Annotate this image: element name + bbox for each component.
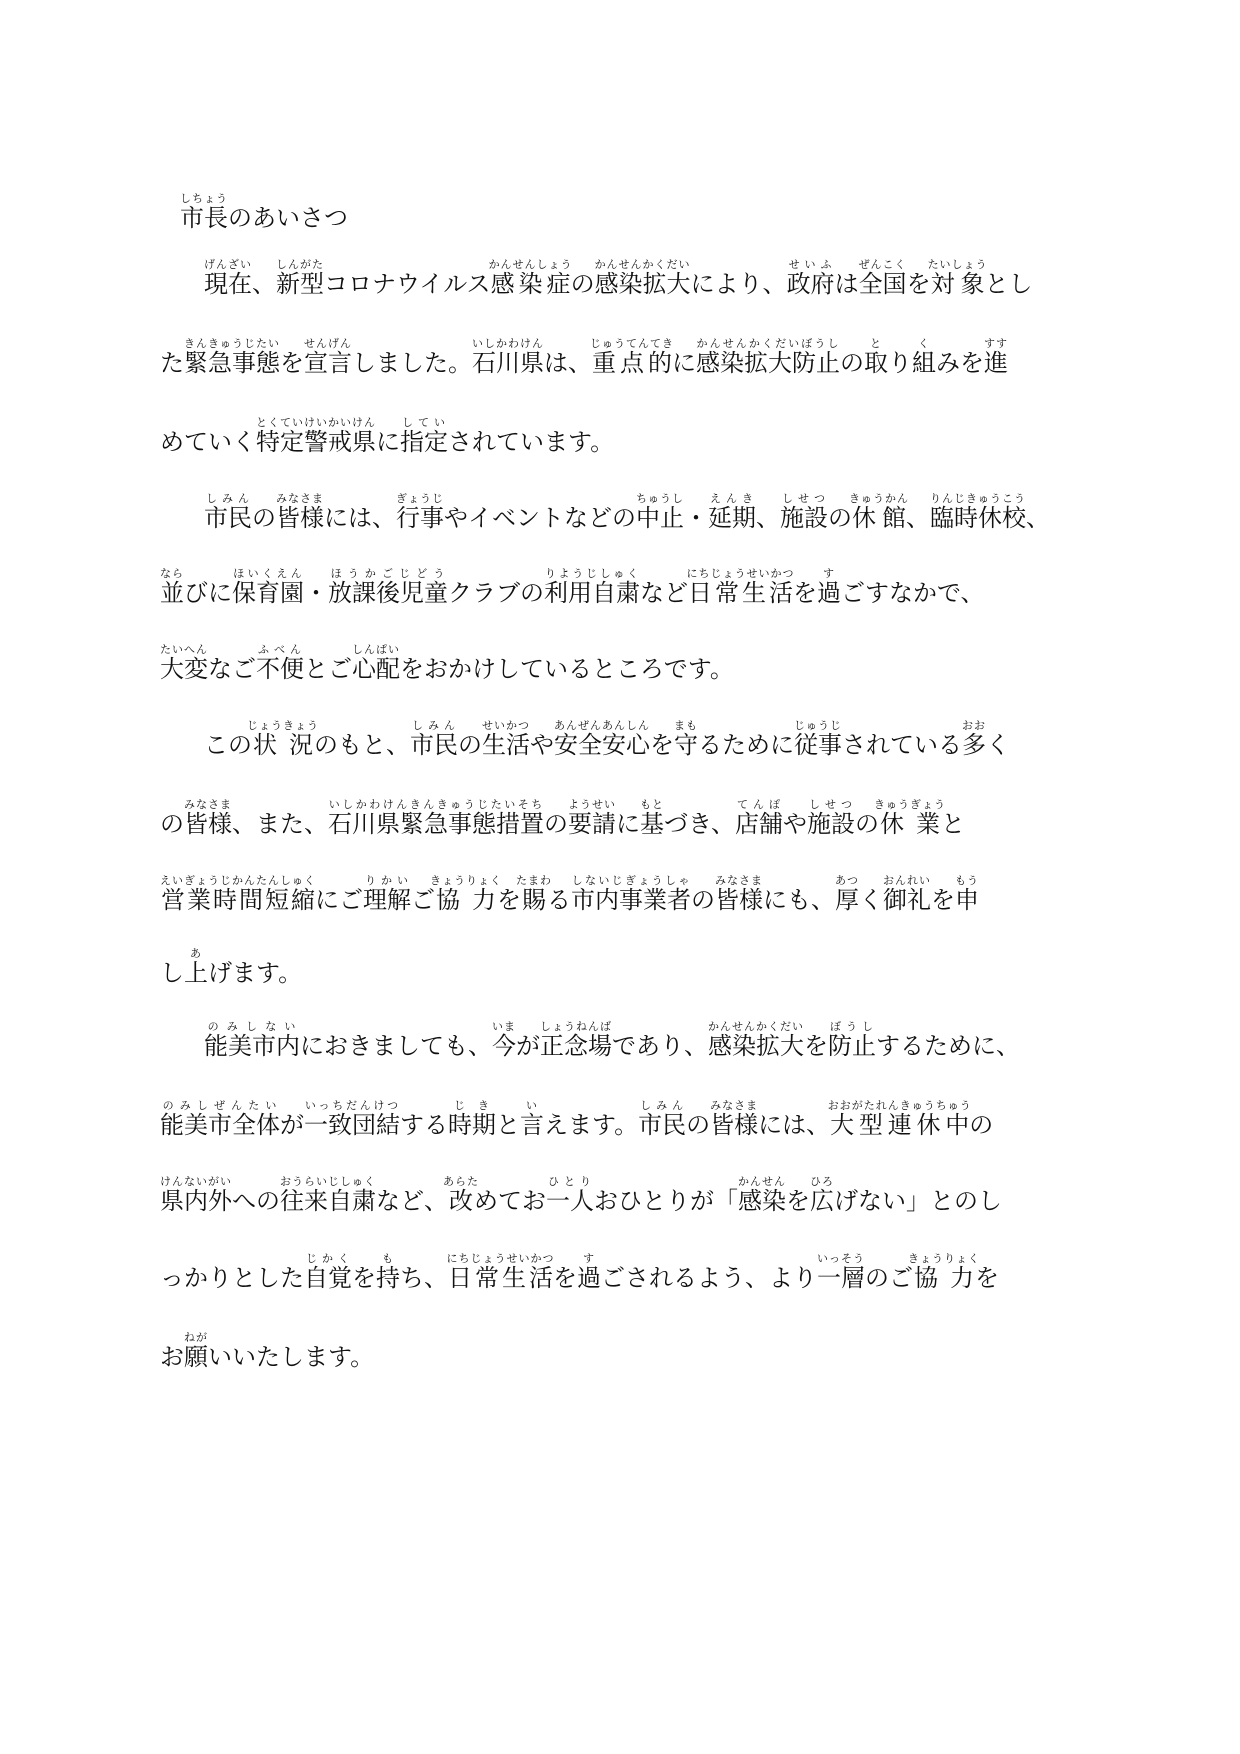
text-run: により、 (690, 270, 787, 298)
furigana-reading: みなさま (184, 798, 232, 811)
furigana-reading: と (864, 337, 888, 350)
furigana-reading: きょうりょく (430, 874, 502, 887)
furigana-reading: たいしょう (927, 258, 988, 271)
ruby-word: 不便ふべん (256, 643, 304, 683)
furigana-reading: きょうりょく (908, 1252, 980, 1265)
ruby-word: 県内外けんないがい (160, 1175, 232, 1215)
paragraph-line (180, 258, 1080, 301)
ruby-word: 言い (520, 1099, 544, 1139)
text-run: を (975, 1264, 999, 1292)
furigana-reading: しんがた (276, 258, 324, 271)
furigana-reading: す (577, 1252, 601, 1265)
text-run: なご (208, 655, 256, 683)
furigana-reading: いっそう (817, 1252, 865, 1265)
ruby-word: 防止ぼうし (828, 1020, 876, 1060)
furigana-reading: おお (962, 719, 986, 732)
ruby-word: 要請ようせい (568, 798, 616, 838)
furigana-reading: けんないがい (160, 1175, 232, 1188)
text-run: とご (304, 655, 352, 683)
ruby-word: 改あらた (443, 1175, 479, 1215)
text-run: を (786, 1187, 810, 1215)
paragraph-line (160, 1099, 1060, 1142)
furigana-reading: しせつ (780, 492, 828, 505)
paragraph-line (160, 337, 1060, 380)
ruby-word: 感染拡大かんせんかくだい (594, 258, 691, 298)
text-run: し (160, 959, 184, 987)
ruby-word: 施設しせつ (807, 798, 856, 838)
furigana-reading: みなさま (715, 874, 763, 887)
ruby-word: 状況じょうきょう (247, 719, 319, 759)
paragraph-line (160, 567, 1060, 610)
ruby-word: 御礼おんれい (883, 874, 931, 914)
ruby-word: 全国ぜんこく (858, 258, 907, 298)
ruby-word: 願ねが (184, 1331, 208, 1371)
text-run: にも、 (763, 886, 835, 914)
ruby-word: 申もう (955, 874, 979, 914)
furigana-reading: きゅうかん (849, 492, 909, 505)
text-run: を (650, 731, 674, 759)
text-run: ち、 (400, 1264, 448, 1292)
text-run: は、 (544, 349, 592, 377)
text-run: の (544, 810, 568, 838)
text-run: と (496, 1111, 520, 1139)
text-run: しました。 (352, 349, 472, 377)
furigana-reading: もう (955, 874, 979, 887)
ruby-word: 感染かんせん (738, 1175, 786, 1215)
text-run: を (931, 886, 955, 914)
ruby-word: 大変たいへん (160, 643, 208, 683)
text-run: の (828, 504, 852, 532)
ruby-word: 店舗てんぽ (735, 798, 784, 838)
ruby-word: 石川県いしかわけん (472, 337, 544, 377)
ruby-word: 利用自粛りようじしゅく (544, 567, 640, 607)
furigana-reading: とくていけいかいけん (256, 416, 376, 429)
furigana-reading: してい (400, 416, 448, 429)
ruby-word: 感染症かんせんしょう (488, 258, 573, 298)
furigana-reading: しょうねんば (540, 1020, 612, 1033)
ruby-word: 一層いっそう (817, 1252, 865, 1292)
furigana-reading: たいへん (160, 643, 208, 656)
furigana-reading: にちじょうせいかつ (686, 567, 795, 580)
text-run: を (906, 270, 931, 298)
furigana-reading: じゅうじ (794, 719, 842, 732)
text-run: 、 (252, 270, 276, 298)
ruby-word: 広ひろ (810, 1175, 834, 1215)
text-run: を (352, 1264, 376, 1292)
furigana-reading: あらた (443, 1175, 479, 1188)
text-run: されている (842, 731, 962, 759)
text-run: や (783, 810, 808, 838)
ruby-word: 厚あつ (835, 874, 859, 914)
furigana-reading: えいぎょうじかんたんしゅく (160, 874, 316, 887)
furigana-reading: りようじしゅく (544, 567, 640, 580)
ruby-word: 皆様みなさま (710, 1099, 759, 1139)
furigana-reading: かんせんかくだいぼうし (696, 337, 840, 350)
furigana-reading: く (912, 337, 936, 350)
furigana-reading: のみしぜんたい (160, 1099, 280, 1112)
furigana-reading: ひとり (546, 1175, 594, 1188)
ruby-word: 一人ひとり (546, 1175, 594, 1215)
ruby-word: 市民しみん (204, 492, 252, 532)
text-run: のご (865, 1264, 913, 1292)
text-run: ご (411, 886, 435, 914)
ruby-word: 市民しみん (638, 1099, 687, 1139)
text-run: の (252, 504, 276, 532)
furigana-reading: かんせんかくだい (708, 1020, 804, 1033)
text-run: く (859, 886, 883, 914)
furigana-reading: いっちだんけつ (304, 1099, 400, 1112)
ruby-word: 市民しみん (410, 719, 458, 759)
text-run: には、 (758, 1111, 831, 1139)
furigana-reading: ひろ (810, 1175, 834, 1188)
text-run: のもと、 (314, 731, 410, 759)
ruby-word: 能美市内のみしない (204, 1020, 300, 1060)
ruby-word: 往来自粛おうらいじしゅく (280, 1175, 376, 1215)
ruby-word: 日常生活にちじょうせいかつ (686, 567, 795, 607)
furigana-reading: にちじょうせいかつ (446, 1252, 555, 1265)
furigana-reading: かんせんしょう (488, 258, 573, 271)
text-run: を (793, 579, 817, 607)
furigana-reading: ようせい (568, 798, 616, 811)
furigana-reading: しないじぎょうしゃ (571, 874, 691, 887)
furigana-reading: もと (640, 798, 664, 811)
text-run: る (547, 886, 571, 914)
furigana-reading: あ (184, 947, 208, 960)
ruby-word: 協力きょうりょく (908, 1252, 980, 1292)
ruby-word: 対象たいしょう (927, 258, 988, 298)
text-run: の (840, 349, 864, 377)
ruby-word: 大型連休中おおがたれんきゅうちゅう (827, 1099, 972, 1139)
ruby-word: 自覚じかく (304, 1252, 352, 1292)
paragraph-line (160, 1175, 1060, 1218)
ruby-word: 休業きゅうぎょう (874, 798, 947, 838)
text-run: など (640, 579, 688, 607)
text-run: るために (698, 731, 794, 759)
ruby-word: 市内事業者しないじぎょうしゃ (571, 874, 691, 914)
furigana-reading: も (376, 1252, 400, 1265)
text-run: の (691, 886, 715, 914)
furigana-reading: すす (983, 337, 1009, 350)
text-run (180, 270, 204, 298)
furigana-reading: きゅうぎょう (874, 798, 947, 811)
ruby-word: 現在げんざい (204, 258, 252, 298)
furigana-reading: きんきゅうじたい (184, 337, 280, 350)
text-run: この (180, 731, 252, 759)
furigana-reading: おんれい (883, 874, 931, 887)
text-run: であり、 (612, 1032, 708, 1060)
ruby-word: 営業時間短縮えいぎょうじかんたんしゅく (160, 874, 316, 914)
text-run: をおかけしているところです。 (400, 655, 734, 683)
ruby-word: 持も (376, 1252, 400, 1292)
text-run: のあいさつ (228, 204, 348, 232)
paragraph-line (160, 416, 1060, 459)
furigana-reading: せんげん (304, 337, 352, 350)
ruby-word: 生活せいかつ (482, 719, 530, 759)
text-run: びに (184, 579, 232, 607)
ruby-word: 正念場しょうねんば (540, 1020, 612, 1060)
text-run: おひとりが「 (594, 1187, 738, 1215)
ruby-word: 時期じき (448, 1099, 496, 1139)
ruby-word: 特定警戒県とくていけいかいけん (256, 416, 376, 456)
text-run: の (686, 1111, 711, 1139)
text-run: た (160, 349, 184, 377)
furigana-reading: あつ (835, 874, 859, 887)
ruby-word: 市長しちょう (180, 192, 228, 232)
text-run: と (941, 810, 966, 838)
furigana-reading: げんざい (204, 258, 252, 271)
text-run: の (969, 1111, 994, 1139)
furigana-reading: おうらいじしゅく (280, 1175, 376, 1188)
text-run: いいたします。 (208, 1343, 375, 1371)
text-run: お (160, 1343, 184, 1371)
text-run: するために、 (876, 1032, 1020, 1060)
furigana-reading: しみん (638, 1099, 687, 1112)
furigana-reading: あんぜんあんしん (554, 719, 650, 732)
text-run: や (530, 731, 554, 759)
furigana-reading: じゅうてんてき (590, 337, 674, 350)
furigana-reading: いしかわけんきんきゅうじたいそち (328, 798, 544, 811)
text-run: クラブの (448, 579, 544, 607)
furigana-reading: しちょう (180, 192, 228, 205)
document-title (180, 192, 1080, 235)
text-run: コロナウイルス (324, 270, 491, 298)
text-run: におきましても、 (300, 1032, 492, 1060)
furigana-reading: ぎょうじ (396, 492, 444, 505)
ruby-word: 理解りかい (363, 874, 411, 914)
text-run (180, 1032, 204, 1060)
text-run: ごされるよう、より (601, 1264, 817, 1292)
paragraph-line (160, 874, 1060, 917)
ruby-word: 石川県緊急事態措置いしかわけんきんきゅうじたいそち (328, 798, 544, 838)
text-run: に (672, 349, 696, 377)
paragraph-line (160, 947, 1060, 990)
text-run: めていく (160, 428, 256, 456)
text-run: げます。 (208, 959, 303, 987)
text-run: く (986, 731, 1010, 759)
furigana-reading: かんせん (738, 1175, 786, 1188)
ruby-word: 協力きょうりょく (430, 874, 502, 914)
paragraph-line (180, 719, 1080, 762)
ruby-word: 皆様みなさま (184, 798, 232, 838)
ruby-word: 指定してい (400, 416, 448, 456)
furigana-reading: ぼうし (828, 1020, 876, 1033)
ruby-word: 感染拡大防止かんせんかくだいぼうし (696, 337, 840, 377)
ruby-word: 新型しんがた (276, 258, 324, 298)
paragraph-line (160, 798, 1060, 841)
ruby-word: 守まも (674, 719, 698, 759)
text-run: の (855, 810, 880, 838)
furigana-reading: いま (492, 1020, 516, 1033)
text-run: の (570, 270, 595, 298)
furigana-reading: みなさま (276, 492, 324, 505)
paragraph-line (180, 492, 1080, 535)
ruby-word: 中止ちゅうし (636, 492, 684, 532)
furigana-reading: せいかつ (482, 719, 530, 732)
furigana-reading: みなさま (710, 1099, 759, 1112)
ruby-word: 延期えんき (708, 492, 756, 532)
text-run: やイベントなどの (444, 504, 636, 532)
text-run: など、 (376, 1187, 448, 1215)
ruby-word: 多おお (962, 719, 986, 759)
ruby-word: 上あ (184, 947, 208, 987)
furigana-reading: かんせんかくだい (594, 258, 691, 271)
text-run: には、 (324, 504, 396, 532)
ruby-word: 日常生活にちじょうせいかつ (446, 1252, 555, 1292)
furigana-reading: なら (160, 567, 184, 580)
text-run: の (458, 731, 482, 759)
ruby-word: 保育園ほいくえん (232, 567, 304, 607)
furigana-reading: い (520, 1099, 544, 1112)
furigana-reading: まも (674, 719, 698, 732)
ruby-word: 臨時休校りんじきゅうこう (930, 492, 1026, 532)
ruby-word: 政府せいふ (786, 258, 835, 298)
ruby-word: 従事じゅうじ (794, 719, 842, 759)
furigana-reading: りんじきゅうこう (930, 492, 1026, 505)
text-run: の (160, 810, 184, 838)
text-run: に (616, 810, 640, 838)
text-run: めてお (474, 1187, 546, 1215)
ruby-word: 今いま (492, 1020, 516, 1060)
furigana-reading: す (817, 567, 841, 580)
text-run: づき、 (664, 810, 736, 838)
furigana-reading: しみん (204, 492, 252, 505)
furigana-reading: いしかわけん (472, 337, 544, 350)
text-run: されています。 (448, 428, 615, 456)
text-run: にご (315, 886, 363, 914)
paragraph-line (160, 1252, 1060, 1295)
furigana-reading: じょうきょう (247, 719, 319, 732)
text-run: に (376, 428, 400, 456)
ruby-word: 行事ぎょうじ (396, 492, 444, 532)
furigana-reading: じかく (304, 1252, 352, 1265)
ruby-word: 賜たまわ (516, 874, 552, 914)
text-run (180, 504, 204, 532)
ruby-word: 並なら (160, 567, 184, 607)
text-run: げない」とのし (834, 1187, 1002, 1215)
text-run: が (516, 1032, 540, 1060)
ruby-word: 能美市全体のみしぜんたい (160, 1099, 280, 1139)
furigana-reading: ふべん (256, 643, 304, 656)
ruby-word: 皆様みなさま (715, 874, 763, 914)
ruby-word: 過す (577, 1252, 601, 1292)
ruby-word: 取と (864, 337, 888, 377)
text-run: を (804, 1032, 828, 1060)
text-run: とし (984, 270, 1033, 298)
text-run: みを (936, 349, 984, 377)
text-run: えます。 (544, 1111, 639, 1139)
text-run: ・ (304, 579, 328, 607)
furigana-reading: りかい (363, 874, 411, 887)
furigana-reading: しんぱい (352, 643, 400, 656)
text-run: を (553, 1264, 577, 1292)
ruby-word: 皆様みなさま (276, 492, 324, 532)
furigana-reading: ちゅうし (636, 492, 684, 505)
ruby-word: 休館きゅうかん (849, 492, 909, 532)
furigana-reading: ほうかごじどう (328, 567, 448, 580)
text-run: 、 (906, 504, 930, 532)
ruby-word: 宣言せんげん (304, 337, 352, 377)
paragraph-line (160, 1331, 1060, 1374)
paragraph-line (160, 643, 1060, 686)
ruby-word: 放課後児童ほうかごじどう (328, 567, 448, 607)
text-run: する (400, 1111, 448, 1139)
text-run: 、 (1026, 504, 1050, 532)
text-run: を (280, 349, 304, 377)
text-run: 、また、 (232, 810, 328, 838)
ruby-word: 進すす (983, 337, 1009, 377)
ruby-word: 心配しんぱい (352, 643, 400, 683)
ruby-word: 感染拡大かんせんかくだい (708, 1020, 804, 1060)
furigana-reading: じき (448, 1099, 496, 1112)
ruby-word: 過す (817, 567, 841, 607)
ruby-word: 基もと (640, 798, 664, 838)
text-run: 、 (756, 504, 780, 532)
text-run: り (888, 349, 912, 377)
text-run: は (834, 270, 859, 298)
furigana-reading: たまわ (516, 874, 552, 887)
text-run: を (497, 886, 521, 914)
furigana-reading: ねが (184, 1331, 208, 1344)
furigana-reading: おおがたれんきゅうちゅう (827, 1099, 972, 1112)
ruby-word: 重点的じゅうてんてき (590, 337, 674, 377)
ruby-word: 一致団結いっちだんけつ (304, 1099, 400, 1139)
furigana-reading: てんぽ (735, 798, 784, 811)
text-run: が (280, 1111, 304, 1139)
text-run: への (232, 1187, 280, 1215)
paragraph-line (180, 1020, 1080, 1063)
ruby-word: 安全安心あんぜんあんしん (554, 719, 650, 759)
furigana-reading: しせつ (807, 798, 856, 811)
ruby-word: 組く (912, 337, 936, 377)
text-run: ・ (684, 504, 708, 532)
furigana-reading: ぜんこく (858, 258, 907, 271)
furigana-reading: しみん (410, 719, 458, 732)
furigana-reading: のみしない (204, 1020, 300, 1033)
text-run: っかりとした (160, 1264, 304, 1292)
furigana-reading: えんき (708, 492, 756, 505)
text-run: ごすなかで、 (841, 579, 985, 607)
ruby-word: 施設しせつ (780, 492, 828, 532)
furigana-reading: せいふ (786, 258, 835, 271)
ruby-word: 緊急事態きんきゅうじたい (184, 337, 280, 377)
furigana-reading: ほいくえん (232, 567, 304, 580)
